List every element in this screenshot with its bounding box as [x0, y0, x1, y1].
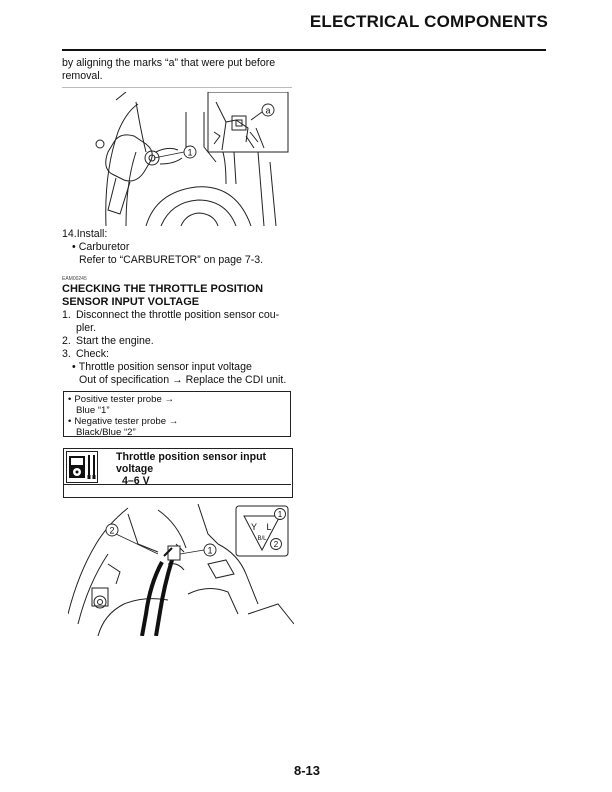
step-14-item-text: Carburetor	[78, 241, 130, 253]
step-text: Disconnect the throttle position sensor cou-	[76, 309, 280, 321]
figure2-callout-1: 1	[207, 545, 213, 556]
separator-line	[62, 87, 292, 88]
positive-probe-text: Positive tester probe →	[74, 394, 175, 405]
figure2-callout-2: 2	[109, 525, 115, 536]
connector-label-Y: Y	[250, 522, 258, 532]
step-text: Check:	[76, 348, 109, 360]
sensor-coupler-figure	[68, 504, 294, 636]
step-text-continuation: pler.	[76, 322, 97, 334]
section-heading-line2: SENSOR INPUT VOLTAGE	[62, 296, 200, 308]
check-note: Out of specification → Replace the CDI unit.	[79, 374, 287, 386]
negative-probe-value: Black/Blue “2”	[76, 427, 136, 438]
spec-title-line2: voltage	[116, 463, 154, 475]
negative-probe-text: Negative tester probe →	[74, 416, 179, 427]
step-item	[62, 309, 294, 322]
connector-label-L: L	[266, 522, 272, 532]
step-number: 1.	[62, 309, 71, 321]
step-text: Start the engine.	[76, 335, 154, 347]
check-item-text: Throttle position sensor input voltage	[78, 361, 252, 373]
section-heading	[62, 283, 294, 309]
spec-text	[116, 451, 288, 487]
intro-paragraph: by aligning the marks “a” that were put before removal.	[62, 57, 276, 82]
step-14	[62, 228, 294, 267]
step-item	[62, 348, 294, 361]
callout-1-label: 1	[187, 147, 193, 158]
section-heading-line1: CHECKING THE THROTTLE POSITION	[62, 283, 264, 295]
connector-callout-2: 2	[273, 540, 279, 549]
callout-a-label: a	[265, 105, 271, 116]
step-number: 2.	[62, 335, 71, 347]
spec-value: 4–6 V	[122, 475, 150, 487]
positive-probe-value: Blue “1”	[76, 405, 110, 416]
page-header-title: ELECTRICAL COMPONENTS	[309, 12, 548, 31]
step-item	[62, 335, 294, 348]
spec-box	[63, 448, 293, 498]
step-number: 3.	[62, 348, 71, 360]
multimeter-icon	[66, 451, 98, 483]
check-item	[62, 361, 294, 374]
connector-label-BL: B/L	[257, 536, 267, 542]
section-id: EAM00245	[62, 276, 87, 282]
connector-callout-1: 1	[277, 510, 283, 519]
carburetor-figure	[86, 92, 294, 226]
spec-title-line1: Throttle position sensor input	[116, 451, 267, 463]
step-14-item	[62, 241, 294, 254]
negative-probe-line	[68, 416, 286, 427]
header-rule	[62, 49, 546, 51]
positive-probe-line	[68, 394, 286, 405]
step-14-label: 14.Install:	[62, 228, 108, 240]
procedure-steps	[62, 309, 294, 387]
step-14-reference: Refer to “CARBURETOR” on page 7-3.	[79, 254, 264, 266]
probe-connection-box	[63, 391, 291, 437]
page-number: 8-13	[294, 763, 321, 778]
